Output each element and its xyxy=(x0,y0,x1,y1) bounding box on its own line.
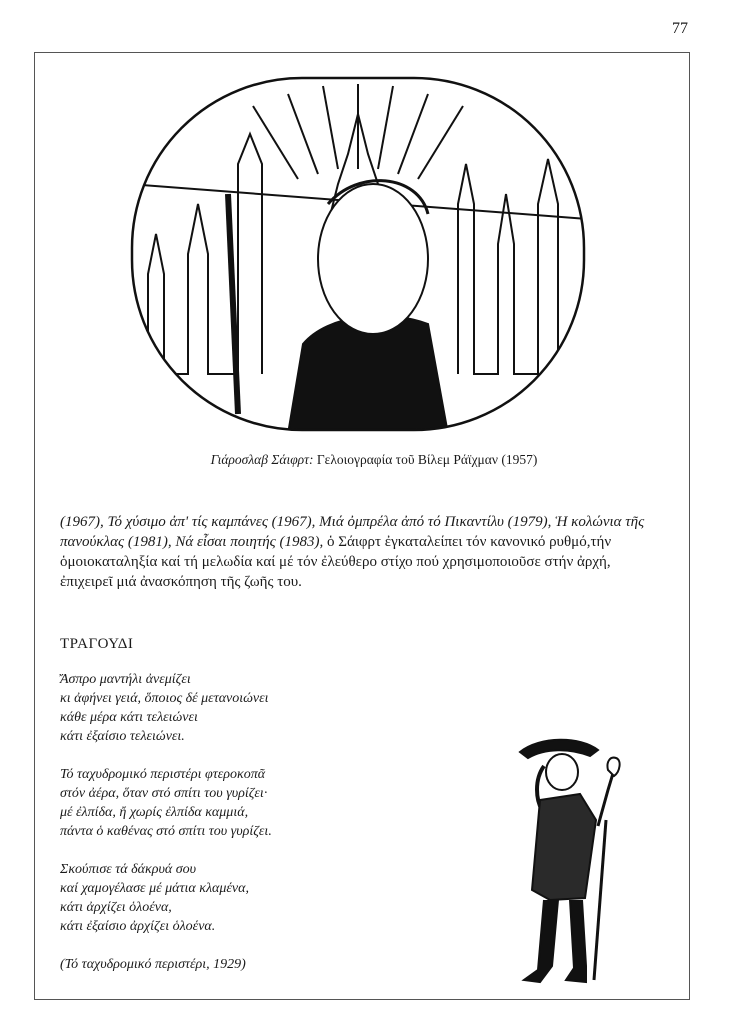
page-number: 77 xyxy=(672,20,688,37)
man-with-staff-illustration xyxy=(510,730,640,992)
poem-line: στόν ἀέρα, ὅταν στό σπίτι του γυρίζει· xyxy=(60,786,268,801)
poem-stanza xyxy=(60,860,480,936)
poem-line: μέ ἐλπίδα, ἤ χωρίς ἐλπίδα καμμιά, xyxy=(60,805,249,820)
poem-line: Σκούπισε τά δάκρυά σου xyxy=(60,862,197,877)
poem-stanza xyxy=(60,765,480,841)
poem-line: πάντα ὁ καθένας στό σπίτι του γυρίζει. xyxy=(60,824,272,839)
poem-line: κάτι ἐξαίσιο τελειώνει. xyxy=(60,729,185,744)
caption-author: Γιάροσλαβ Σάιφρτ: xyxy=(210,452,314,467)
poem-line: Τό ταχυδρομικό περιστέρι φτεροκοπᾶ xyxy=(60,767,266,782)
poem-line: κάτι ἀρχίζει ὁλοένα, xyxy=(60,900,172,915)
poem-source: (Τό ταχυδρομικό περιστέρι, 1929) xyxy=(60,957,246,972)
caption-text: Γελοιογραφία τοῦ Βίλεμ Ράϊχμαν (1957) xyxy=(316,452,538,467)
poem-line: Ἄσπρο μαντήλι ἀνεμίζει xyxy=(60,672,191,687)
figure-caption xyxy=(0,452,748,468)
prose-titles: (1967), Τό χύσιμο ἀπ' τίς καμπάνες (1967), Μιά ὀμπρέλα ἀπό τό Πικαντίλυ (1979), Ἡ κολώνια τῆς πανούκλας (1981), Νά εἶσαι ποιητής (1983), xyxy=(60,514,645,550)
poem-stanza xyxy=(60,670,480,746)
caricature-illustration xyxy=(128,74,588,434)
prose-text: ὁ Σάιφρτ ἐγκαταλείπει τόν κανονικό ρυθμό,τήν ὁμοιοκαταληξία καί τή μελωδία καί μέ τόν ἐλεύθερο στίχο πού χρησιμοποιοῦσε στήν ἀρχή, ἐπιχειρεῖ μιά ἀνασκόπηση τῆς ζωῆς του. xyxy=(60,534,612,590)
poem-line: κάτι ἐξαίσιο ἀρχίζει ὁλοένα. xyxy=(60,919,216,934)
poem-body xyxy=(60,670,480,974)
poem-line: κι ἀφήνει γειά, ὅποιος δέ μετανοιώνει xyxy=(60,691,269,706)
poem-title: ΤΡΑΓΟΥΔΙ xyxy=(60,636,134,652)
prose-paragraph xyxy=(60,512,660,592)
poem-line: κάθε μέρα κάτι τελειώνει xyxy=(60,710,198,725)
poem-line: καί χαμογέλασε μέ μάτια κλαμένα, xyxy=(60,881,249,896)
